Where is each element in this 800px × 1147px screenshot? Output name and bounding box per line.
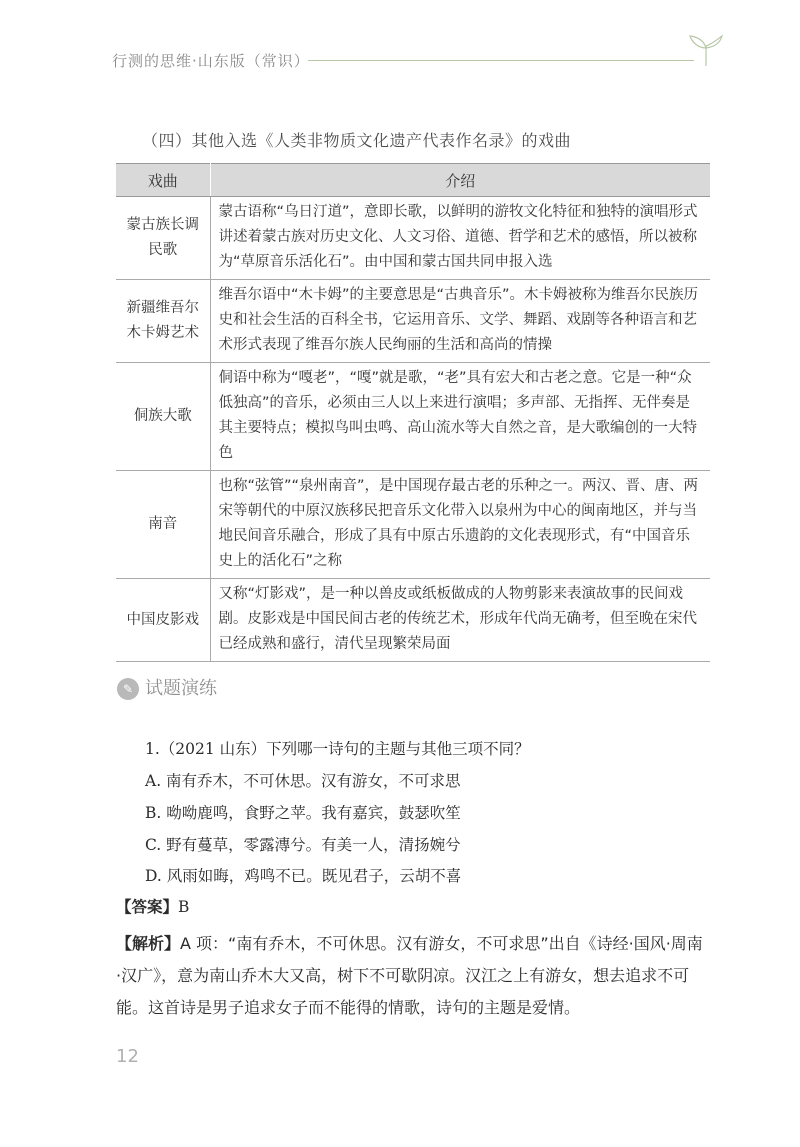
opera-intro-cell: 又称“灯影戏”，是一种以兽皮或纸板做成的人物剪影来表演故事的民间戏剧。皮影戏是中国民间古老的传统艺术，形成年代尚无确考，但至晚在宋代已经成熟和盛行，清代呈现繁荣局面	[210, 579, 710, 662]
opera-intro-cell: 侗语中称为“嘎老”，“嘎”就是歌，“老”具有宏大和古老之意。它是一种“众低独高”的音乐，必须由三人以上来进行演唱；多声部、无指挥、无伴奏是其主要特点；模拟鸟叫虫鸣、高山流水等大自然之音，是大歌编创的一大特色	[210, 363, 710, 471]
section-marker-icon: ✎	[117, 678, 139, 700]
opera-intro-cell: 也称“弦管”“泉州南音”，是中国现存最古老的乐种之一。两汉、晋、唐、两宋等朝代的中原汉族移民把音乐文化带入以泉州为中心的闽南地区，并与当地民间音乐融合，形成了具有中原古乐遗韵的文化表现形式，有“中国音乐史上的活化石”之称	[210, 471, 710, 579]
header-divider	[308, 60, 694, 61]
sprout-icon	[684, 34, 728, 68]
answer-value: B	[178, 898, 190, 916]
answer-line	[116, 895, 189, 917]
page-header	[112, 46, 732, 76]
opera-name-cell: 新疆维吾尔木卡姆艺术	[116, 280, 210, 363]
answer-label: 【答案】	[116, 898, 179, 916]
section-title: （四）其他入选《人类非物质文化遗产代表作名录》的戏曲	[142, 131, 572, 150]
table-row	[116, 579, 710, 662]
option-b: B. 呦呦鹿鸣，食野之苹。我有嘉宾，鼓瑟吹笙	[145, 804, 461, 822]
analysis-label: 【解析】	[116, 934, 181, 953]
column-header-opera: 戏曲	[116, 164, 210, 197]
column-header-intro: 介绍	[210, 164, 710, 197]
opera-intro-cell: 维吾尔语中“木卡姆”的主要意思是“古典音乐”。木卡姆被称为维吾尔民族历史和社会生活的百科全书，它运用音乐、文学、舞蹈、戏剧等各种语言和艺术形式表现了维吾尔族人民绚丽的生活和高尚的情操	[210, 280, 710, 363]
page-number: 12	[116, 1046, 139, 1067]
option-d: D. 风雨如晦，鸡鸣不已。既见君子，云胡不喜	[145, 867, 462, 885]
opera-table	[116, 163, 710, 662]
table-header-row	[116, 164, 710, 197]
opera-name-cell: 侗族大歌	[116, 363, 210, 471]
question-stem: 1.（2021 山东）下列哪一诗句的主题与其他三项不同？	[145, 740, 530, 758]
analysis-text: A 项：“南有乔木，不可休思。汉有游女，不可求思”出自《诗经·国风·周南·汉广》，意为南山乔木大又高，树下不可歇阴凉。汉江之上有游女，想去追求不可能。这首诗是男子追求女子而不能得的情歌，诗句的主题是爱情。	[116, 934, 703, 1017]
opera-name-cell: 中国皮影戏	[116, 579, 210, 662]
option-a: A. 南有乔木，不可休思。汉有游女，不可求思	[145, 772, 461, 790]
practice-label: 试题演练	[145, 678, 217, 699]
table-row	[116, 363, 710, 471]
table-row	[116, 471, 710, 579]
table-row	[116, 280, 710, 363]
opera-name-cell: 蒙古族长调民歌	[116, 197, 210, 280]
opera-name-cell: 南音	[116, 471, 210, 579]
analysis-paragraph	[116, 928, 704, 1024]
table-row	[116, 197, 710, 280]
option-c: C. 野有蔓草，零露漙兮。有美一人，清扬婉兮	[145, 836, 461, 854]
opera-intro-cell: 蒙古语称“乌日汀道”，意即长歌，以鲜明的游牧文化特征和独特的演唱形式讲述着蒙古族对历史文化、人文习俗、道德、哲学和艺术的感悟，所以被称为“草原音乐活化石”。由中国和蒙古国共同申报入选	[210, 197, 710, 280]
book-title: 行测的思维·山东版（常识）	[112, 52, 310, 70]
